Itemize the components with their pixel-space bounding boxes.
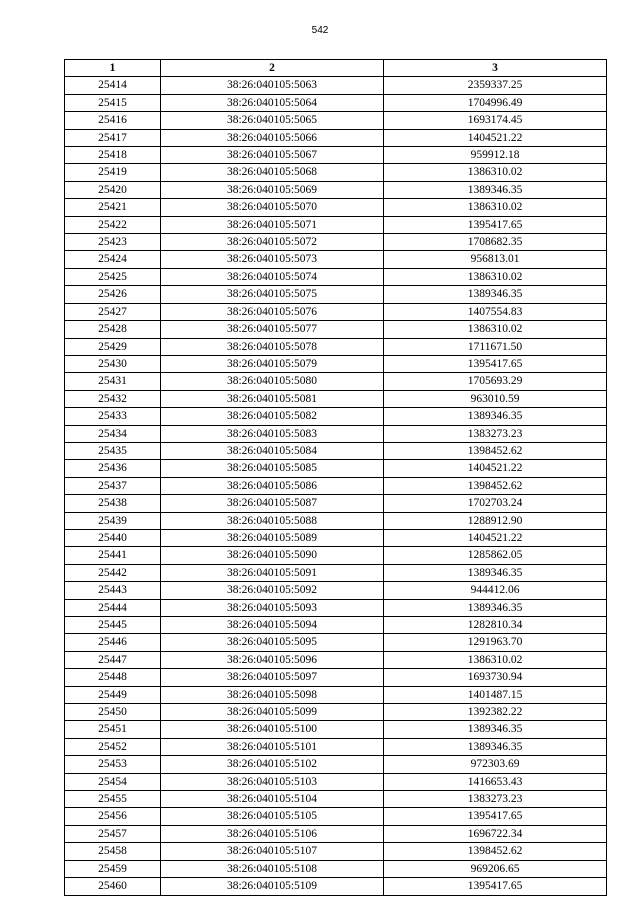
cadastral-number-cell: 38:26:040105:5102 <box>161 756 384 773</box>
value-cell: 1693730.94 <box>384 669 607 686</box>
row-number-cell: 25425 <box>65 268 161 285</box>
value-cell: 956813.01 <box>384 251 607 268</box>
value-cell: 1389346.35 <box>384 738 607 755</box>
table-row <box>65 825 607 842</box>
row-number-cell: 25426 <box>65 286 161 303</box>
cadastral-number-cell: 38:26:040105:5085 <box>161 460 384 477</box>
page-number: 542 <box>311 25 329 36</box>
value-cell: 963010.59 <box>384 390 607 407</box>
table-row <box>65 477 607 494</box>
row-number-cell: 25416 <box>65 112 161 129</box>
row-number-cell: 25446 <box>65 634 161 651</box>
value-cell: 1395417.65 <box>384 808 607 825</box>
cadastral-number-cell: 38:26:040105:5069 <box>161 181 384 198</box>
value-cell: 1404521.22 <box>384 129 607 146</box>
table-row <box>65 756 607 773</box>
cadastral-number-cell: 38:26:040105:5066 <box>161 129 384 146</box>
value-cell: 1386310.02 <box>384 321 607 338</box>
cadastral-number-cell: 38:26:040105:5089 <box>161 529 384 546</box>
table-row <box>65 791 607 808</box>
table-row <box>65 460 607 477</box>
table-row <box>65 495 607 512</box>
value-cell: 1711671.50 <box>384 338 607 355</box>
value-cell: 969206.65 <box>384 860 607 877</box>
table-row <box>65 390 607 407</box>
cadastral-number-cell: 38:26:040105:5088 <box>161 512 384 529</box>
value-cell: 1288912.90 <box>384 512 607 529</box>
row-number-cell: 25431 <box>65 373 161 390</box>
table-row <box>65 547 607 564</box>
row-number-cell: 25423 <box>65 234 161 251</box>
cadastral-number-cell: 38:26:040105:5074 <box>161 268 384 285</box>
cadastral-number-cell: 38:26:040105:5080 <box>161 373 384 390</box>
row-number-cell: 25414 <box>65 77 161 94</box>
value-cell: 1285862.05 <box>384 547 607 564</box>
table-row <box>65 164 607 181</box>
value-cell: 972303.69 <box>384 756 607 773</box>
row-number-cell: 25459 <box>65 860 161 877</box>
row-number-cell: 25457 <box>65 825 161 842</box>
table-row <box>65 129 607 146</box>
cadastral-number-cell: 38:26:040105:5103 <box>161 773 384 790</box>
table-row <box>65 721 607 738</box>
column-header-1: 1 <box>65 60 161 77</box>
column-header-3: 3 <box>384 60 607 77</box>
value-cell: 1389346.35 <box>384 408 607 425</box>
table-row <box>65 199 607 216</box>
cadastral-number-cell: 38:26:040105:5107 <box>161 843 384 860</box>
cadastral-number-cell: 38:26:040105:5083 <box>161 425 384 442</box>
cadastral-number-cell: 38:26:040105:5081 <box>161 390 384 407</box>
cadastral-number-cell: 38:26:040105:5068 <box>161 164 384 181</box>
value-cell: 1389346.35 <box>384 599 607 616</box>
row-number-cell: 25433 <box>65 408 161 425</box>
table-row <box>65 338 607 355</box>
row-number-cell: 25424 <box>65 251 161 268</box>
value-cell: 1702703.24 <box>384 495 607 512</box>
row-number-cell: 25435 <box>65 442 161 459</box>
table-row <box>65 321 607 338</box>
data-table <box>64 59 607 896</box>
value-cell: 1705693.29 <box>384 373 607 390</box>
row-number-cell: 25458 <box>65 843 161 860</box>
row-number-cell: 25437 <box>65 477 161 494</box>
value-cell: 1398452.62 <box>384 843 607 860</box>
cadastral-number-cell: 38:26:040105:5076 <box>161 303 384 320</box>
row-number-cell: 25415 <box>65 94 161 111</box>
cadastral-number-cell: 38:26:040105:5095 <box>161 634 384 651</box>
cadastral-number-cell: 38:26:040105:5109 <box>161 878 384 895</box>
table-row <box>65 529 607 546</box>
table-row <box>65 669 607 686</box>
row-number-cell: 25427 <box>65 303 161 320</box>
row-number-cell: 25450 <box>65 704 161 721</box>
row-number-cell: 25449 <box>65 686 161 703</box>
value-cell: 944412.06 <box>384 582 607 599</box>
value-cell: 1398452.62 <box>384 477 607 494</box>
value-cell: 1386310.02 <box>384 268 607 285</box>
cadastral-number-cell: 38:26:040105:5082 <box>161 408 384 425</box>
row-number-cell: 25428 <box>65 321 161 338</box>
value-cell: 1386310.02 <box>384 199 607 216</box>
cadastral-number-cell: 38:26:040105:5073 <box>161 251 384 268</box>
table-row <box>65 617 607 634</box>
value-cell: 1383273.23 <box>384 425 607 442</box>
table-row <box>65 599 607 616</box>
row-number-cell: 25422 <box>65 216 161 233</box>
cadastral-number-cell: 38:26:040105:5094 <box>161 617 384 634</box>
row-number-cell: 25442 <box>65 564 161 581</box>
table-row <box>65 425 607 442</box>
row-number-cell: 25432 <box>65 390 161 407</box>
cadastral-number-cell: 38:26:040105:5075 <box>161 286 384 303</box>
cadastral-number-cell: 38:26:040105:5104 <box>161 791 384 808</box>
value-cell: 1395417.65 <box>384 878 607 895</box>
cadastral-number-cell: 38:26:040105:5084 <box>161 442 384 459</box>
cadastral-number-cell: 38:26:040105:5065 <box>161 112 384 129</box>
row-number-cell: 25454 <box>65 773 161 790</box>
row-number-cell: 25419 <box>65 164 161 181</box>
table-row <box>65 181 607 198</box>
table-row <box>65 860 607 877</box>
table-row <box>65 408 607 425</box>
row-number-cell: 25460 <box>65 878 161 895</box>
value-cell: 1693174.45 <box>384 112 607 129</box>
table-row <box>65 738 607 755</box>
table-row <box>65 268 607 285</box>
row-number-cell: 25417 <box>65 129 161 146</box>
table-row <box>65 94 607 111</box>
row-number-cell: 25429 <box>65 338 161 355</box>
table-row <box>65 564 607 581</box>
row-number-cell: 25444 <box>65 599 161 616</box>
cadastral-number-cell: 38:26:040105:5097 <box>161 669 384 686</box>
cadastral-number-cell: 38:26:040105:5070 <box>161 199 384 216</box>
table-row <box>65 216 607 233</box>
value-cell: 1416653.43 <box>384 773 607 790</box>
row-number-cell: 25440 <box>65 529 161 546</box>
cadastral-number-cell: 38:26:040105:5067 <box>161 147 384 164</box>
row-number-cell: 25439 <box>65 512 161 529</box>
row-number-cell: 25430 <box>65 355 161 372</box>
cadastral-number-cell: 38:26:040105:5071 <box>161 216 384 233</box>
table-row <box>65 251 607 268</box>
value-cell: 1282810.34 <box>384 617 607 634</box>
table-row <box>65 442 607 459</box>
value-cell: 1389346.35 <box>384 181 607 198</box>
value-cell: 1404521.22 <box>384 529 607 546</box>
row-number-cell: 25456 <box>65 808 161 825</box>
cadastral-number-cell: 38:26:040105:5079 <box>161 355 384 372</box>
cadastral-number-cell: 38:26:040105:5090 <box>161 547 384 564</box>
table-row <box>65 773 607 790</box>
cadastral-number-cell: 38:26:040105:5108 <box>161 860 384 877</box>
cadastral-number-cell: 38:26:040105:5087 <box>161 495 384 512</box>
row-number-cell: 25451 <box>65 721 161 738</box>
row-number-cell: 25455 <box>65 791 161 808</box>
row-number-cell: 25452 <box>65 738 161 755</box>
table-row <box>65 303 607 320</box>
table-row <box>65 686 607 703</box>
row-number-cell: 25436 <box>65 460 161 477</box>
row-number-cell: 25448 <box>65 669 161 686</box>
value-cell: 1696722.34 <box>384 825 607 842</box>
table-row <box>65 843 607 860</box>
row-number-cell: 25421 <box>65 199 161 216</box>
table-body <box>65 77 607 895</box>
row-number-cell: 25441 <box>65 547 161 564</box>
cadastral-number-cell: 38:26:040105:5093 <box>161 599 384 616</box>
row-number-cell: 25445 <box>65 617 161 634</box>
row-number-cell: 25453 <box>65 756 161 773</box>
row-number-cell: 25434 <box>65 425 161 442</box>
table-row <box>65 286 607 303</box>
column-header-2: 2 <box>161 60 384 77</box>
cadastral-number-cell: 38:26:040105:5100 <box>161 721 384 738</box>
value-cell: 1404521.22 <box>384 460 607 477</box>
cadastral-number-cell: 38:26:040105:5091 <box>161 564 384 581</box>
table-row <box>65 112 607 129</box>
table-row <box>65 651 607 668</box>
table-row <box>65 808 607 825</box>
value-cell: 1708682.35 <box>384 234 607 251</box>
value-cell: 1291963.70 <box>384 634 607 651</box>
cadastral-number-cell: 38:26:040105:5086 <box>161 477 384 494</box>
value-cell: 1386310.02 <box>384 651 607 668</box>
value-cell: 2359337.25 <box>384 77 607 94</box>
value-cell: 1389346.35 <box>384 721 607 738</box>
value-cell: 1401487.15 <box>384 686 607 703</box>
value-cell: 1395417.65 <box>384 355 607 372</box>
cadastral-number-cell: 38:26:040105:5096 <box>161 651 384 668</box>
value-cell: 1398452.62 <box>384 442 607 459</box>
cadastral-number-cell: 38:26:040105:5063 <box>161 77 384 94</box>
cadastral-number-cell: 38:26:040105:5101 <box>161 738 384 755</box>
table-row <box>65 704 607 721</box>
value-cell: 1392382.22 <box>384 704 607 721</box>
table-header-row <box>65 60 607 77</box>
cadastral-number-cell: 38:26:040105:5077 <box>161 321 384 338</box>
table-row <box>65 77 607 94</box>
value-cell: 1383273.23 <box>384 791 607 808</box>
cadastral-number-cell: 38:26:040105:5064 <box>161 94 384 111</box>
value-cell: 1704996.49 <box>384 94 607 111</box>
value-cell: 1395417.65 <box>384 216 607 233</box>
cadastral-number-cell: 38:26:040105:5072 <box>161 234 384 251</box>
row-number-cell: 25443 <box>65 582 161 599</box>
row-number-cell: 25418 <box>65 147 161 164</box>
table-row <box>65 878 607 895</box>
table-row <box>65 582 607 599</box>
table-row <box>65 373 607 390</box>
value-cell: 1389346.35 <box>384 564 607 581</box>
row-number-cell: 25420 <box>65 181 161 198</box>
value-cell: 1386310.02 <box>384 164 607 181</box>
cadastral-number-cell: 38:26:040105:5105 <box>161 808 384 825</box>
cadastral-number-cell: 38:26:040105:5092 <box>161 582 384 599</box>
table-row <box>65 512 607 529</box>
value-cell: 1407554.83 <box>384 303 607 320</box>
table-row <box>65 634 607 651</box>
cadastral-number-cell: 38:26:040105:5099 <box>161 704 384 721</box>
table-row <box>65 234 607 251</box>
value-cell: 1389346.35 <box>384 286 607 303</box>
table-row <box>65 147 607 164</box>
row-number-cell: 25438 <box>65 495 161 512</box>
row-number-cell: 25447 <box>65 651 161 668</box>
table-row <box>65 355 607 372</box>
value-cell: 959912.18 <box>384 147 607 164</box>
cadastral-number-cell: 38:26:040105:5106 <box>161 825 384 842</box>
cadastral-number-cell: 38:26:040105:5098 <box>161 686 384 703</box>
cadastral-number-cell: 38:26:040105:5078 <box>161 338 384 355</box>
